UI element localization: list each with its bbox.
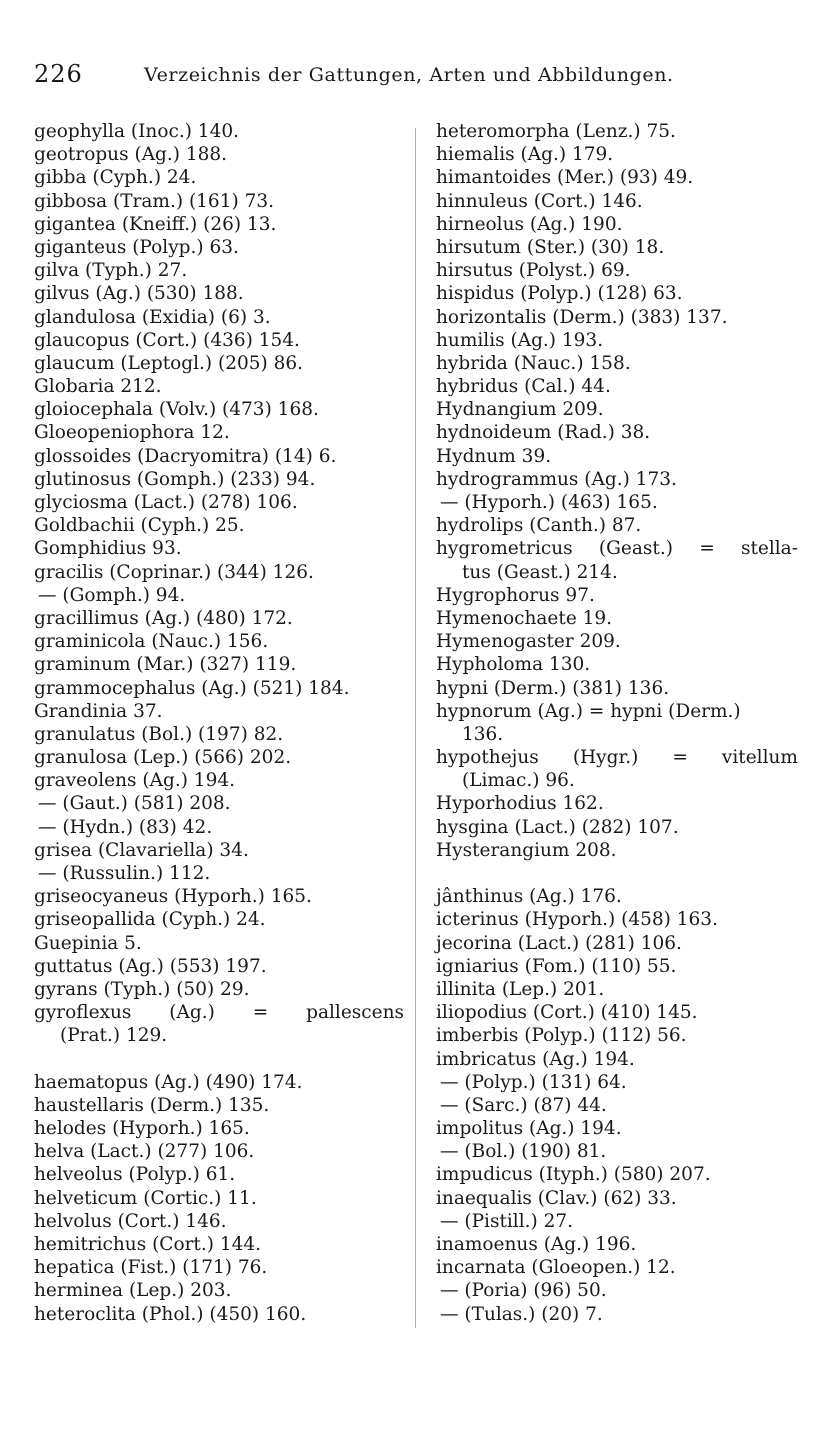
index-entry: hydrogrammus (Ag.) 173. xyxy=(436,468,677,490)
index-entry-part: (Geast.) xyxy=(598,538,673,560)
section-gap xyxy=(436,862,798,885)
index-entry: iliopodius (Cort.) (410) 145. xyxy=(436,1002,698,1024)
index-entry-part: = xyxy=(252,1002,269,1024)
index-entry: hypni (Derm.) (381) 136. xyxy=(436,677,670,699)
index-entry: hydrolips (Canth.) 87. xyxy=(436,515,642,537)
index-entry: 136. xyxy=(462,723,504,745)
index-entry: haematopus (Ag.) (490) 174. xyxy=(34,1071,303,1093)
index-entry: — (Gomph.) 94. xyxy=(38,584,186,606)
index-entry: guttatus (Ag.) (553) 197. xyxy=(34,955,267,977)
index-entry: heteromorpha (Lenz.) 75. xyxy=(436,121,676,142)
running-title: Verzeichnis der Gattungen, Arten und Abbildungen. xyxy=(144,64,674,86)
index-entry: Hydnangium 209. xyxy=(436,399,604,421)
index-entry: impolitus (Ag.) 194. xyxy=(436,1118,622,1140)
index-entry: graminum (Mar.) (327) 119. xyxy=(34,654,297,676)
index-entry: hinnuleus (Cort.) 146. xyxy=(436,190,643,212)
index-entry: hysgina (Lact.) (282) 107. xyxy=(436,816,679,838)
index-entry: hemitrichus (Cort.) 144. xyxy=(34,1234,262,1255)
index-entry: hybrida (Nauc.) 158. xyxy=(436,352,631,374)
index-entry: hiemalis (Ag.) 179. xyxy=(436,144,614,166)
index-entry-part: vitellum xyxy=(721,747,798,769)
index-entry: (Prat.) 129. xyxy=(60,1025,168,1047)
page-number: 226 xyxy=(34,60,83,88)
index-entry-part: (Hygr.) xyxy=(572,747,639,769)
index-entry: grammocephalus (Ag.) (521) 184. xyxy=(34,677,350,699)
index-entry: hispidus (Polyp.) (128) 63. xyxy=(436,283,683,305)
index-entry: Hyporhodius 162. xyxy=(436,793,604,815)
index-entry-part: pallescens xyxy=(306,1002,404,1024)
index-entry: glandulosa (Exidia) (6) 3. xyxy=(34,306,271,328)
index-entry: helvolus (Cort.) 146. xyxy=(34,1210,227,1232)
index-entry: gigantea (Kneiff.) (26) 13. xyxy=(34,213,277,235)
index-entry: gibba (Cyph.) 24. xyxy=(34,167,197,189)
index-entry: — (Hydn.) (83) 42. xyxy=(38,816,213,838)
index-entry: gibbosa (Tram.) (161) 73. xyxy=(34,190,274,212)
index-entry: hepatica (Fist.) (171) 76. xyxy=(34,1257,268,1279)
index-entry: glaucopus (Cort.) (436) 154. xyxy=(34,329,300,351)
index-entry: — (Hyporh.) (463) 165. xyxy=(440,492,658,513)
index-entry: incarnata (Gloeopen.) 12. xyxy=(436,1257,676,1279)
index-entry: glutinosus (Gomph.) (233) 94. xyxy=(34,468,316,490)
index-entry: Gloeopeniophora 12. xyxy=(34,422,230,444)
section-gap xyxy=(34,1048,404,1071)
index-entry: — (Gaut.) (581) 208. xyxy=(38,793,231,815)
index-entry: himantoides (Mer.) (93) 49. xyxy=(436,167,694,189)
index-entry: — (Poria) (96) 50. xyxy=(440,1280,607,1302)
index-entry: jecorina (Lact.) (281) 106. xyxy=(436,932,682,954)
index-entry: hirsutus (Polyst.) 69. xyxy=(436,260,631,282)
index-entry: — (Sarc.) (87) 44. xyxy=(440,1094,607,1116)
index-entry: — (Polyp.) (131) 64. xyxy=(440,1071,627,1093)
index-entry: Hypholoma 130. xyxy=(436,654,591,676)
index-entry: helva (Lact.) (277) 106. xyxy=(34,1141,255,1163)
index-entry: geophylla (Inoc.) 140. xyxy=(34,121,239,142)
index-entry-part: hygrometricus xyxy=(436,538,573,560)
index-entry: igniarius (Fom.) (110) 55. xyxy=(436,955,677,977)
index-entry: helveticum (Cortic.) 11. xyxy=(34,1187,257,1209)
index-entry: glossoides (Dacryomitra) (14) 6. xyxy=(34,445,337,467)
index-entry-part: = xyxy=(672,747,688,769)
index-entry: Gomphidius 93. xyxy=(34,538,182,560)
index-entry: haustellaris (Derm.) 135. xyxy=(34,1094,270,1116)
index-entry: — (Pistill.) 27. xyxy=(440,1210,574,1232)
index-entry: Goldbachii (Cyph.) 25. xyxy=(34,515,245,537)
index-entry: inamoenus (Ag.) 196. xyxy=(436,1234,637,1255)
index-entry-part: stella- xyxy=(740,538,798,560)
index-entry: illinita (Lep.) 201. xyxy=(436,978,605,1000)
index-entry: humilis (Ag.) 193. xyxy=(436,329,604,351)
index-entry: helveolus (Polyp.) 61. xyxy=(34,1164,236,1186)
index-entry-part: hypothejus xyxy=(436,747,539,769)
index-entry: Hydnum 39. xyxy=(436,445,552,467)
index-entry: graminicola (Nauc.) 156. xyxy=(34,631,269,653)
index-entry: horizontalis (Derm.) (383) 137. xyxy=(436,306,728,328)
index-entry: Guepinia 5. xyxy=(34,932,142,954)
index-entry xyxy=(34,1001,404,1024)
index-entry: tus (Geast.) 214. xyxy=(462,561,618,583)
index-entry: icterinus (Hyporh.) (458) 163. xyxy=(436,909,718,931)
index-entry: heteroclita (Phol.) (450) 160. xyxy=(34,1303,307,1325)
index-entry: hirsutum (Ster.) (30) 18. xyxy=(436,236,665,258)
index-entry: gyrans (Typh.) (50) 29. xyxy=(34,978,250,1000)
index-entry xyxy=(436,746,798,769)
index-entry: Hymenochaete 19. xyxy=(436,607,613,629)
index-entry: inaequalis (Clav.) (62) 33. xyxy=(436,1187,677,1209)
index-entry-part: (Ag.) xyxy=(169,1002,215,1024)
index-entry: — (Russulin.) 112. xyxy=(38,863,211,884)
index-entry: grisea (Clavariella) 34. xyxy=(34,839,249,861)
index-column-right xyxy=(436,120,798,1326)
index-entry: granulatus (Bol.) (197) 82. xyxy=(34,723,284,745)
index-entry: Hysterangium 208. xyxy=(436,839,617,861)
index-entry: — (Tulas.) (20) 7. xyxy=(440,1303,603,1325)
index-entry: glaucum (Leptogl.) (205) 86. xyxy=(34,352,304,374)
index-entry: hirneolus (Ag.) 190. xyxy=(436,213,623,235)
index-entry: imbricatus (Ag.) 194. xyxy=(436,1048,635,1070)
index-entry: griseocyaneus (Hyporh.) 165. xyxy=(34,886,312,908)
index-entry: gracilis (Coprinar.) (344) 126. xyxy=(34,561,314,583)
index-entry: (Limac.) 96. xyxy=(462,770,575,792)
index-entry: Globaria 212. xyxy=(34,376,162,398)
index-entry: Hygrophorus 97. xyxy=(436,584,595,606)
index-entry: gloiocephala (Volv.) (473) 168. xyxy=(34,399,319,421)
page-header xyxy=(34,60,794,92)
index-entry: hybridus (Cal.) 44. xyxy=(436,376,611,398)
index-entry: graveolens (Ag.) 194. xyxy=(34,770,235,792)
index-entry: gilvus (Ag.) (530) 188. xyxy=(34,283,244,305)
index-entry: granulosa (Lep.) (566) 202. xyxy=(34,747,292,769)
index-entry-part: = xyxy=(699,538,715,560)
index-entry: jânthinus (Ag.) 176. xyxy=(436,886,622,908)
column-divider xyxy=(415,128,416,1328)
index-entry: Grandinia 37. xyxy=(34,700,163,722)
index-entry: imberbis (Polyp.) (112) 56. xyxy=(436,1025,687,1047)
index-entry: glyciosma (Lact.) (278) 106. xyxy=(34,492,298,513)
index-entry: gracillimus (Ag.) (480) 172. xyxy=(34,607,293,629)
index-entry: gilva (Typh.) 27. xyxy=(34,260,188,282)
index-entry: giganteus (Polyp.) 63. xyxy=(34,236,239,258)
index-entry: hypnorum (Ag.) = hypni (Derm.) xyxy=(436,700,741,722)
index-entry: geotropus (Ag.) 188. xyxy=(34,144,228,166)
index-entry: herminea (Lep.) 203. xyxy=(34,1280,232,1302)
index-entry: griseopallida (Cyph.) 24. xyxy=(34,909,266,931)
index-entry-part: gyroflexus xyxy=(34,1002,132,1024)
index-entry: — (Bol.) (190) 81. xyxy=(440,1141,607,1163)
index-entry xyxy=(436,537,798,560)
index-entry: helodes (Hyporh.) 165. xyxy=(34,1118,250,1140)
index-entry: Hymenogaster 209. xyxy=(436,631,621,653)
index-entry: impudicus (Ityph.) (580) 207. xyxy=(436,1164,711,1186)
index-column-left xyxy=(34,120,404,1326)
index-entry: hydnoideum (Rad.) 38. xyxy=(436,422,651,444)
